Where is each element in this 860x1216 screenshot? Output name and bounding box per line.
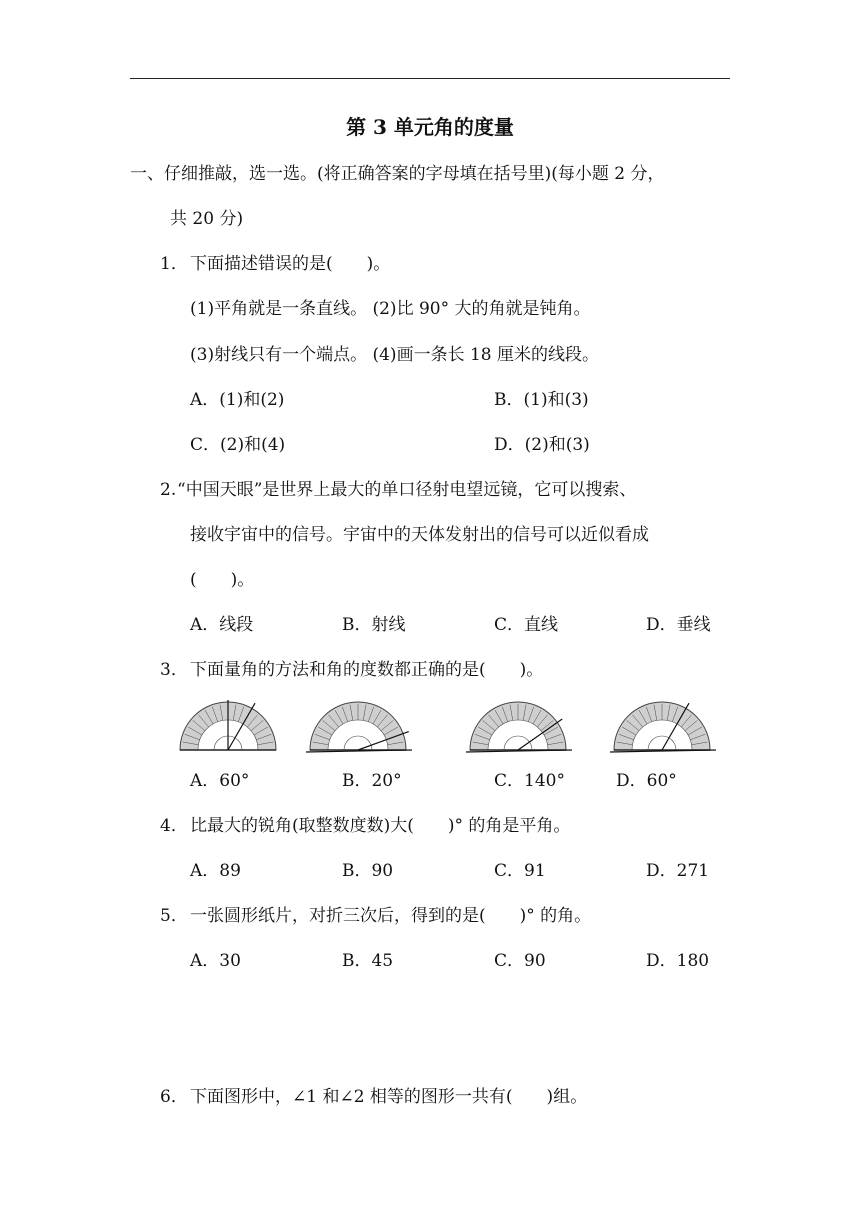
q3-option-a: A．60° — [190, 771, 250, 791]
q4-number: 4． — [160, 816, 188, 836]
q2-option-b: B．射线 — [342, 615, 406, 635]
page-title: 第 3 单元角的度量 — [346, 115, 514, 139]
q1-option-b: B．(1)和(3) — [494, 390, 589, 410]
q1-option-a: A．(1)和(2) — [190, 390, 285, 410]
protractor-b-figure — [302, 700, 414, 756]
q4-option-d: D．271 — [646, 861, 710, 881]
q2-number: 2. — [160, 480, 177, 500]
protractor-a-figure — [172, 700, 284, 756]
q3-number: 3． — [160, 660, 188, 680]
q3-option-d: D．60° — [616, 771, 677, 791]
q3-option-b: B．20° — [342, 771, 402, 791]
top-rule — [130, 78, 730, 79]
q4-stem: 比最大的锐角(取整数度数)大( )° 的角是平角。 — [190, 816, 571, 836]
q5-option-b: B．45 — [342, 951, 394, 971]
q5-option-d: D．180 — [646, 951, 710, 971]
q2-stem-line: “中国天眼”是世界上最大的单口径射电望远镜，它可以搜索、 — [177, 480, 637, 500]
q2-stem-line: ( )。 — [190, 570, 255, 590]
q2-stem-line: 接收宇宙中的信号。宇宙中的天体发射出的信号可以近似看成 — [190, 525, 649, 545]
q6-stem: 下面图形中，∠1 和∠2 相等的图形一共有( )组。 — [190, 1087, 588, 1107]
q1-option-d: D．(2)和(3) — [494, 435, 590, 455]
q4-option-c: C．91 — [494, 861, 546, 881]
q3-stem: 下面量角的方法和角的度数都正确的是( )。 — [190, 660, 544, 680]
q5-number: 5． — [160, 906, 188, 926]
q5-option-a: A．30 — [190, 951, 241, 971]
q2-option-c: C．直线 — [494, 615, 559, 635]
q1-number: 1． — [160, 254, 188, 274]
q4-option-b: B．90 — [342, 861, 394, 881]
q4-option-a: A．89 — [190, 861, 241, 881]
q6-number: 6． — [160, 1087, 188, 1107]
q5-stem: 一张圆形纸片，对折三次后，得到的是( )° 的角。 — [190, 906, 592, 926]
protractor-d-figure — [606, 700, 718, 756]
section-heading-line1: 一、仔细推敲，选一选。(将正确答案的字母填在括号里)(每小题 2 分， — [130, 164, 665, 184]
q2-option-d: D．垂线 — [646, 615, 711, 635]
q1-stem: 下面描述错误的是( )。 — [190, 254, 391, 274]
q1-option-c: C．(2)和(4) — [190, 435, 286, 455]
protractor-c-figure — [462, 700, 574, 756]
q2-option-a: A．线段 — [190, 615, 254, 635]
q1-statement-line: (3)射线只有一个端点。 (4)画一条长 18 厘米的线段。 — [190, 345, 600, 365]
q3-option-c: C．140° — [494, 771, 565, 791]
q1-statement-line: (1)平角就是一条直线。 (2)比 90° 大的角就是钝角。 — [190, 299, 591, 319]
section-heading-line2: 共 20 分) — [170, 209, 244, 229]
q5-option-c: C．90 — [494, 951, 546, 971]
